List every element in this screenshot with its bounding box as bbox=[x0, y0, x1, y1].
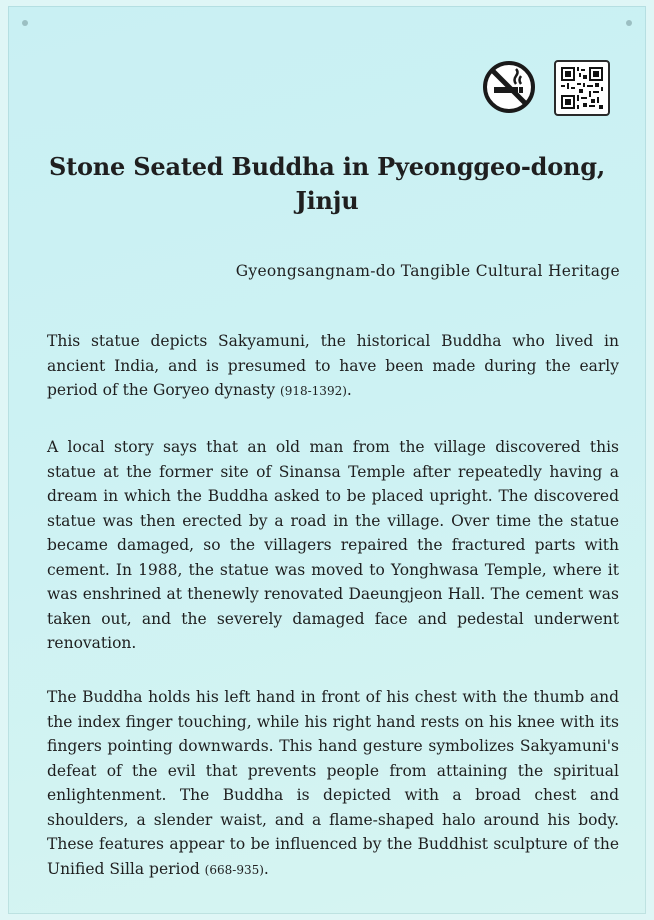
paragraph-origin bbox=[47, 329, 619, 404]
qr-code-icon bbox=[554, 60, 610, 116]
paragraph-end: . bbox=[263, 859, 269, 878]
page-title bbox=[40, 150, 614, 218]
no-smoking-icon bbox=[482, 60, 536, 114]
paragraph-text: The Buddha holds his left hand in front of his chest with the thumb and the index finger touching, while his right hand rests on his knee with its fingers pointing downwards. This hand gesture symbolizes Sakyamuni's defeat of the evil that prevents people from attaining the spiritual enlightenment. The Buddha is depicted with a broad chest and shoulders, a slender waist, and a flame-shaped halo around his body. These features appear to be influenced by the Buddhist sculpture of the Unified Silla period bbox=[47, 688, 619, 878]
date-note: (668-935) bbox=[204, 862, 264, 877]
date-note: (918-1392) bbox=[280, 384, 347, 398]
paragraph-text: A local story says that an old man from the village discovered this statue at the former site of Sinansa Temple after repeatedly having a dream in which the Buddha asked to be placed upright. The discovered statue was then erected by a road in the village. Over time the statue became damaged, so the villagers repaired the fractured parts with cement. In 1988, the statue was moved to Yonghwasa Temple, where it was enshrined at thenewly renovated Daeungjeon Hall. The cement was taken out, and the severely damaged face and pedestal underwent renovation. bbox=[47, 438, 619, 652]
paragraph-end: . bbox=[346, 381, 352, 399]
paragraph-text: This statue depicts Sakyamuni, the historical Buddha who lived in ancient India, and is presumed to have been made during the early period of the Goryeo dynasty bbox=[47, 332, 619, 399]
paragraph-history bbox=[47, 435, 619, 656]
mounting-pin-left bbox=[22, 20, 28, 26]
heritage-designation: Gyeongsangnam-do Tangible Cultural Heritage bbox=[235, 262, 620, 280]
mounting-pin-right bbox=[626, 20, 632, 26]
title-line-1: Stone Seated Buddha in Pyeonggeo-dong, bbox=[48, 152, 605, 181]
title-line-2: Jinju bbox=[295, 186, 359, 215]
paragraph-description bbox=[47, 685, 619, 882]
